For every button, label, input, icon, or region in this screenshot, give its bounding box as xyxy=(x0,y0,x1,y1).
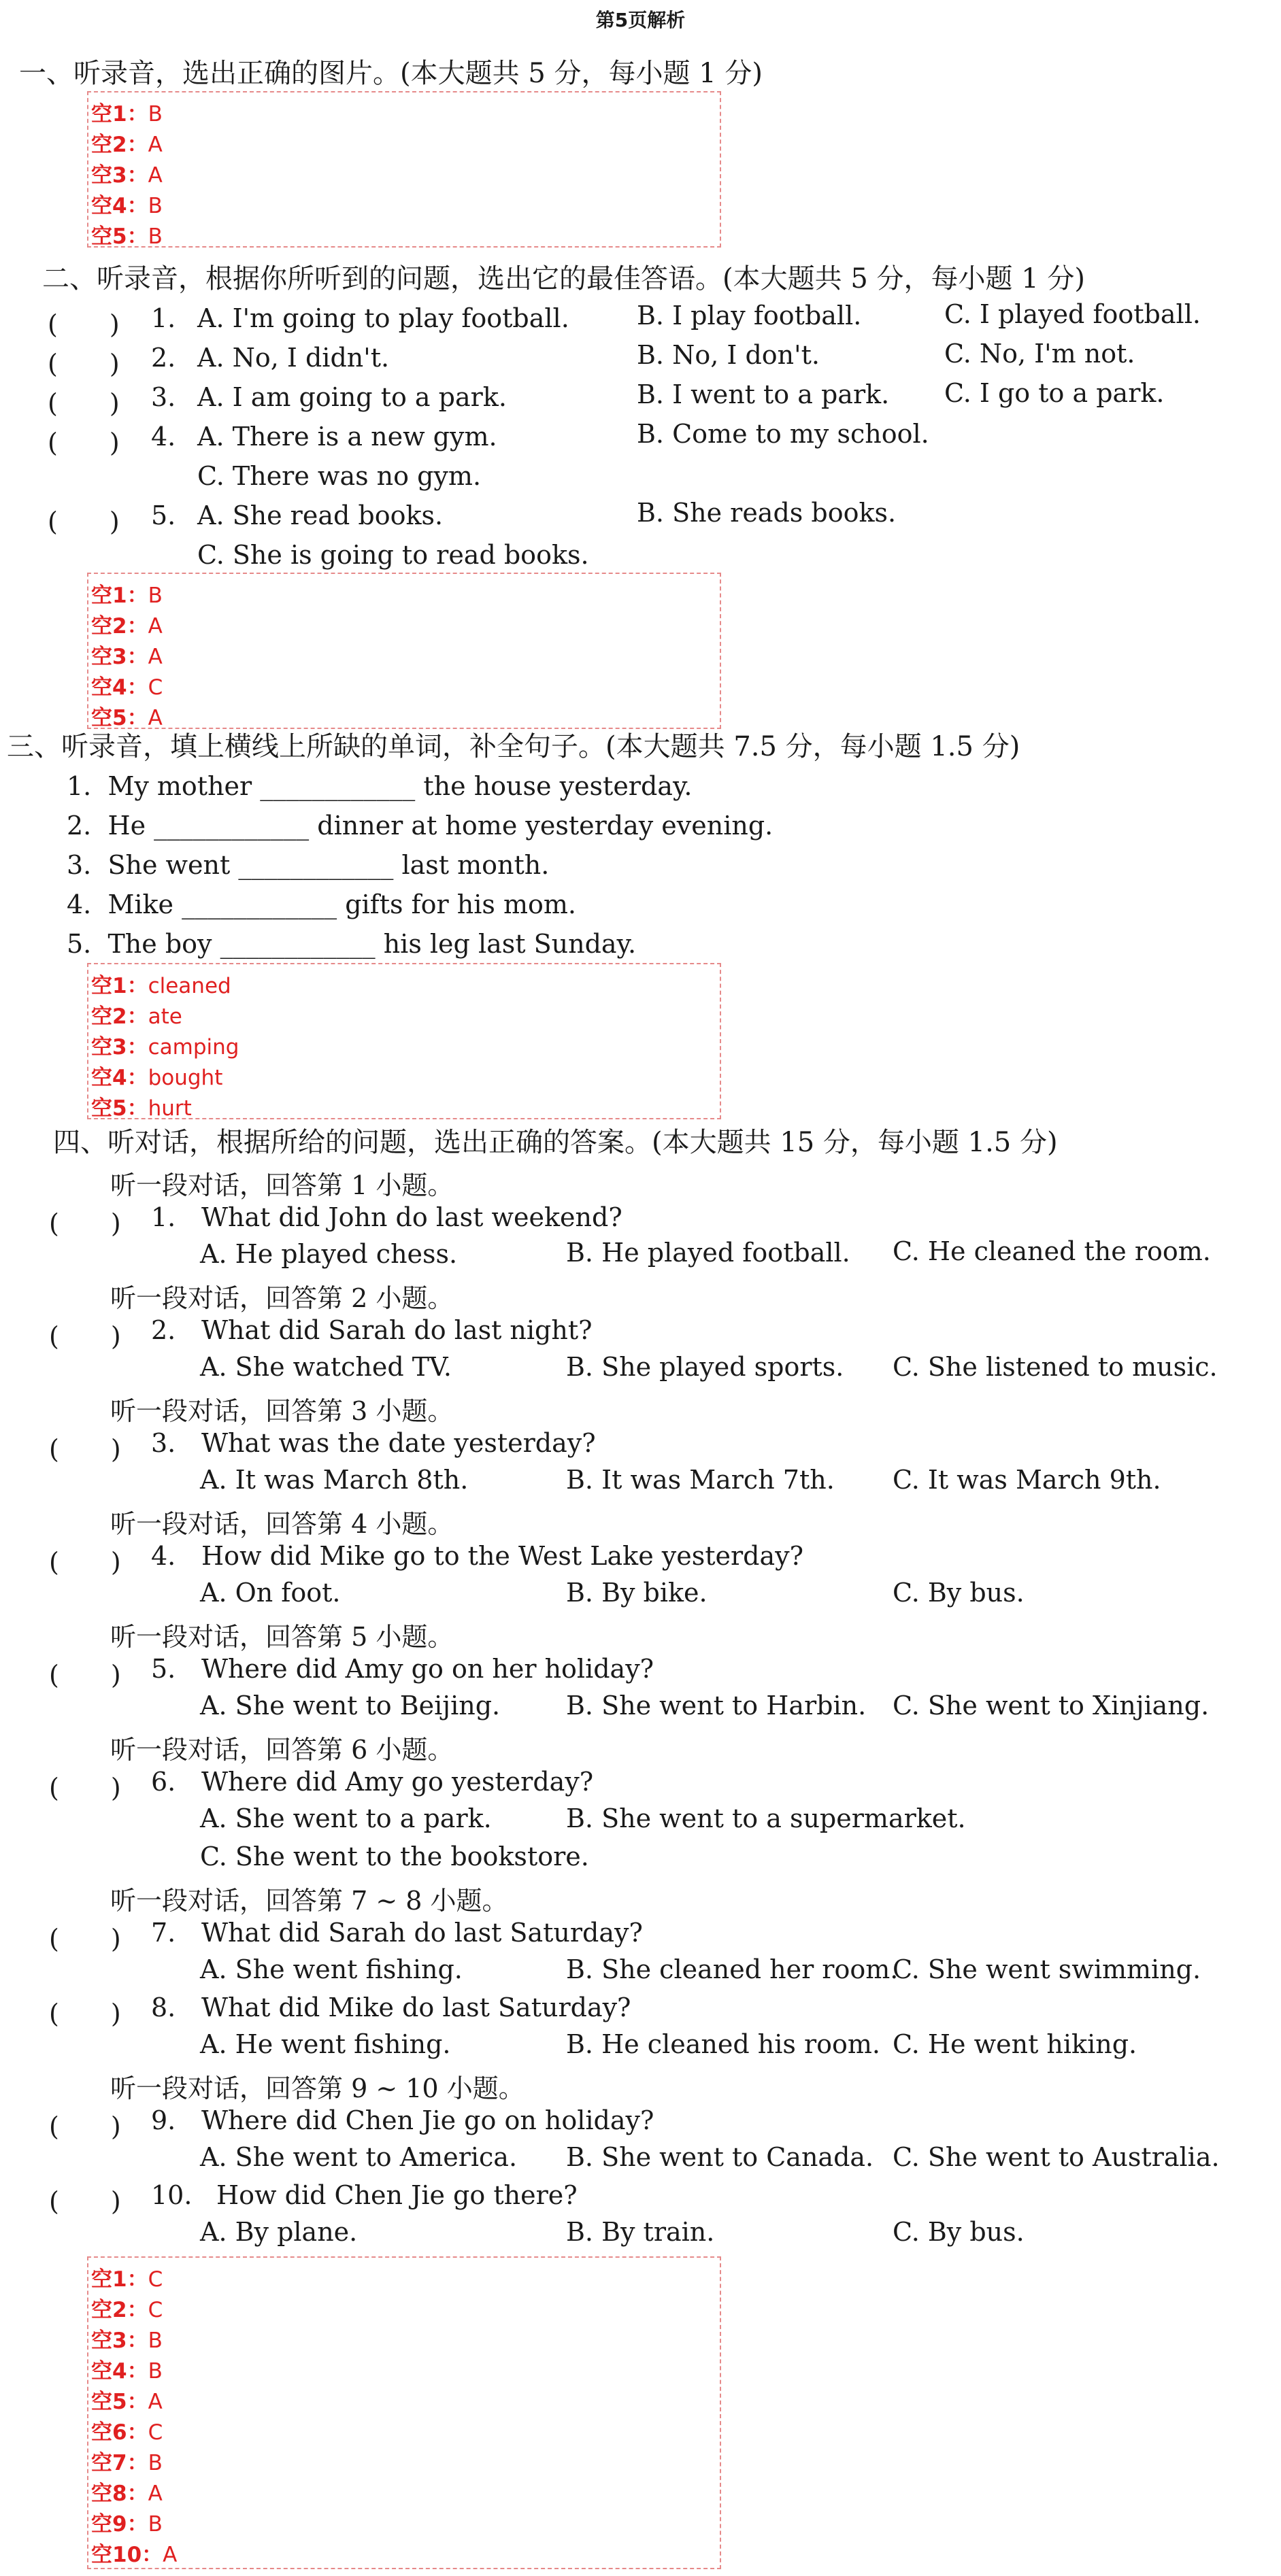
question-text: What did Sarah do last Saturday? xyxy=(201,1918,643,1948)
dialogue-instruction: 听一段对话，回答第 2 小题。 xyxy=(110,1283,454,1313)
option-c: C. It was March 9th. xyxy=(893,1465,1161,1495)
answer-paren: ( ) xyxy=(49,1547,121,1577)
option-b: B. She went to Harbin. xyxy=(566,1691,867,1721)
answer-row: 空4：B xyxy=(91,194,163,218)
page-title: 第5页解析 xyxy=(595,9,686,31)
option-a: A. He played chess. xyxy=(200,1239,458,1269)
answer-paren: ( ) xyxy=(49,1773,121,1803)
section4-answer-box xyxy=(87,2256,721,2569)
option-c: C. She went to the bookstore. xyxy=(200,1842,589,1871)
option-c: C. She listened to music. xyxy=(893,1352,1218,1382)
question-number: 3. xyxy=(151,1428,176,1458)
answer-row: 空5：A xyxy=(91,2390,163,2414)
question-text: Where did Amy go on her holiday? xyxy=(201,1654,654,1684)
dialogue-instruction: 听一段对话，回答第 1 小题。 xyxy=(110,1170,454,1200)
option-c: C. By bus. xyxy=(893,1578,1025,1608)
option-a: A. He went fishing. xyxy=(200,2029,451,2059)
answer-paren: ( ) xyxy=(49,2186,121,2216)
answer-row: 空2：A xyxy=(91,133,163,157)
answer-row: 空1：C xyxy=(91,2267,163,2292)
question-number: 8. xyxy=(151,1993,176,2022)
question-text: How did Chen Jie go there? xyxy=(216,2180,578,2210)
option-b: B. It was March 7th. xyxy=(566,1465,835,1495)
option-b: B. By train. xyxy=(566,2217,715,2247)
answer-row: 空6：C xyxy=(91,2420,163,2445)
question-number: 3. xyxy=(151,382,176,412)
question-number: 5. xyxy=(151,501,176,530)
section2-heading: 二、听录音，根据你所听到的问题，选出它的最佳答语。(本大题共 5 分，每小题 1 分) xyxy=(42,263,1085,294)
dialogue-instruction: 听一段对话，回答第 9 ~ 10 小题。 xyxy=(110,2073,525,2103)
option-c: C. No, I'm not. xyxy=(944,339,1135,369)
option-c: C. I go to a park. xyxy=(944,378,1165,408)
answer-row: 空3：A xyxy=(91,163,163,188)
answer-row: 空2：ate xyxy=(91,1004,182,1029)
fill-sentence-4: 4. Mike ____________ gifts for his mom. xyxy=(67,889,577,919)
question-number: 5. xyxy=(151,1654,176,1684)
question-number: 10. xyxy=(151,2180,193,2210)
option-a: A. She went to America. xyxy=(200,2142,518,2172)
answer-row: 空5：A xyxy=(91,706,163,730)
question-text: What did John do last weekend? xyxy=(201,1202,622,1232)
fill-sentence-5: 5. The boy ____________ his leg last Sunday. xyxy=(67,929,637,959)
question-text: What did Mike do last Saturday? xyxy=(201,1993,631,2022)
option-b: B. She cleaned her room. xyxy=(566,1954,899,1984)
option-c: C. She went swimming. xyxy=(893,1954,1201,1984)
answer-row: 空3：camping xyxy=(91,1035,239,1060)
question-number: 7. xyxy=(151,1918,176,1948)
question-text: What was the date yesterday? xyxy=(201,1428,596,1458)
option-a: A. She went fishing. xyxy=(200,1954,463,1984)
answer-row: 空1：B xyxy=(91,583,163,608)
answer-paren: ( ) xyxy=(49,1924,121,1954)
option-b: B. No, I don't. xyxy=(637,340,820,370)
answer-row: 空5：B xyxy=(91,224,163,249)
answer-paren: ( ) xyxy=(48,507,120,537)
option-b: B. She played sports. xyxy=(566,1352,844,1382)
option-c: C. She went to Xinjiang. xyxy=(893,1691,1210,1721)
answer-row: 空5：hurt xyxy=(91,1096,192,1121)
question-number: 2. xyxy=(151,1315,176,1345)
answer-row: 空4：C xyxy=(91,675,163,700)
section3-answer-box xyxy=(87,963,721,1119)
answer-paren: ( ) xyxy=(49,1321,121,1351)
dialogue-instruction: 听一段对话，回答第 6 小题。 xyxy=(110,1735,454,1765)
answer-paren: ( ) xyxy=(48,388,120,418)
option-c: C. She is going to read books. xyxy=(197,540,589,570)
answer-paren: ( ) xyxy=(49,2112,121,2141)
option-a: A. She read books. xyxy=(197,501,444,530)
answer-row: 空2：C xyxy=(91,2298,163,2322)
option-b: B. She reads books. xyxy=(637,498,897,528)
question-text: Where did Chen Jie go on holiday? xyxy=(201,2105,654,2135)
option-a: A. There is a new gym. xyxy=(197,422,497,452)
question-number: 4. xyxy=(151,1541,176,1571)
dialogue-instruction: 听一段对话，回答第 3 小题。 xyxy=(110,1396,454,1426)
answer-row: 空8：A xyxy=(91,2481,163,2506)
answer-row: 空10：A xyxy=(91,2543,178,2567)
fill-sentence-2: 2. He ____________ dinner at home yesterday evening. xyxy=(67,811,773,841)
section3-heading: 三、听录音，填上横线上所缺的单词，补全句子。(本大题共 7.5 分，每小题 1.5 分) xyxy=(7,731,1020,762)
option-a: A. I am going to a park. xyxy=(197,382,507,412)
section2-answer-box xyxy=(87,573,721,729)
option-b: B. She went to Canada. xyxy=(566,2142,874,2172)
answer-paren: ( ) xyxy=(49,1208,121,1238)
question-text: What did Sarah do last night? xyxy=(201,1315,593,1345)
option-b: B. He cleaned his room. xyxy=(566,2029,880,2059)
question-text: Where did Amy go yesterday? xyxy=(201,1767,594,1797)
fill-sentence-3: 3. She went ____________ last month. xyxy=(67,850,550,880)
option-a: A. By plane. xyxy=(200,2217,358,2247)
option-a: A. No, I didn't. xyxy=(197,343,390,373)
answer-paren: ( ) xyxy=(48,428,120,458)
dialogue-instruction: 听一段对话，回答第 7 ~ 8 小题。 xyxy=(110,1886,508,1916)
dialogue-instruction: 听一段对话，回答第 5 小题。 xyxy=(110,1622,454,1652)
question-number: 4. xyxy=(151,422,176,452)
answer-row: 空4：bought xyxy=(91,1066,223,1090)
option-b: B. By bike. xyxy=(566,1578,708,1608)
answer-row: 空2：A xyxy=(91,614,163,639)
section1-answer-box xyxy=(87,91,721,248)
question-number: 1. xyxy=(151,303,176,333)
question-number: 9. xyxy=(151,2105,176,2135)
option-c: C. She went to Australia. xyxy=(893,2142,1220,2172)
answer-row: 空4：B xyxy=(91,2359,163,2384)
option-a: A. She went to a park. xyxy=(200,1803,492,1833)
option-c: C. There was no gym. xyxy=(197,461,482,491)
option-b: B. She went to a supermarket. xyxy=(566,1803,966,1833)
dialogue-instruction: 听一段对话，回答第 4 小题。 xyxy=(110,1509,454,1539)
option-b: B. Come to my school. xyxy=(637,419,929,449)
answer-paren: ( ) xyxy=(49,1434,121,1464)
option-b: B. I play football. xyxy=(637,301,862,331)
fill-sentence-1: 1. My mother ____________ the house yesterday. xyxy=(67,771,693,801)
question-number: 2. xyxy=(151,343,176,373)
option-a: A. It was March 8th. xyxy=(200,1465,469,1495)
answer-paren: ( ) xyxy=(49,1660,121,1690)
answer-paren: ( ) xyxy=(49,1999,121,2029)
option-a: A. I'm going to play football. xyxy=(197,303,569,333)
answer-row: 空1：B xyxy=(91,102,163,126)
question-number: 6. xyxy=(151,1767,176,1797)
option-b: B. He played football. xyxy=(566,1238,850,1268)
answer-row: 空3：A xyxy=(91,645,163,669)
section1-heading: 一、听录音，选出正确的图片。(本大题共 5 分，每小题 1 分) xyxy=(19,58,763,89)
answer-paren: ( ) xyxy=(48,309,120,339)
question-number: 1. xyxy=(151,1202,176,1232)
option-b: B. I went to a park. xyxy=(637,379,890,409)
answer-row: 空1：cleaned xyxy=(91,974,231,998)
section4-heading: 四、听对话，根据所给的问题，选出正确的答案。(本大题共 15 分，每小题 1.5 分) xyxy=(53,1127,1058,1158)
option-a: A. She watched TV. xyxy=(200,1352,452,1382)
answer-row: 空9：B xyxy=(91,2512,163,2537)
option-c: C. He went hiking. xyxy=(893,2029,1137,2059)
option-c: C. By bus. xyxy=(893,2217,1025,2247)
answer-row: 空7：B xyxy=(91,2451,163,2475)
answer-paren: ( ) xyxy=(48,349,120,379)
option-c: C. I played football. xyxy=(944,299,1201,329)
option-c: C. He cleaned the room. xyxy=(893,1236,1211,1266)
option-a: A. She went to Beijing. xyxy=(200,1691,501,1721)
option-a: A. On foot. xyxy=(200,1578,341,1608)
question-text: How did Mike go to the West Lake yesterday? xyxy=(201,1541,803,1571)
answer-row: 空3：B xyxy=(91,2328,163,2353)
